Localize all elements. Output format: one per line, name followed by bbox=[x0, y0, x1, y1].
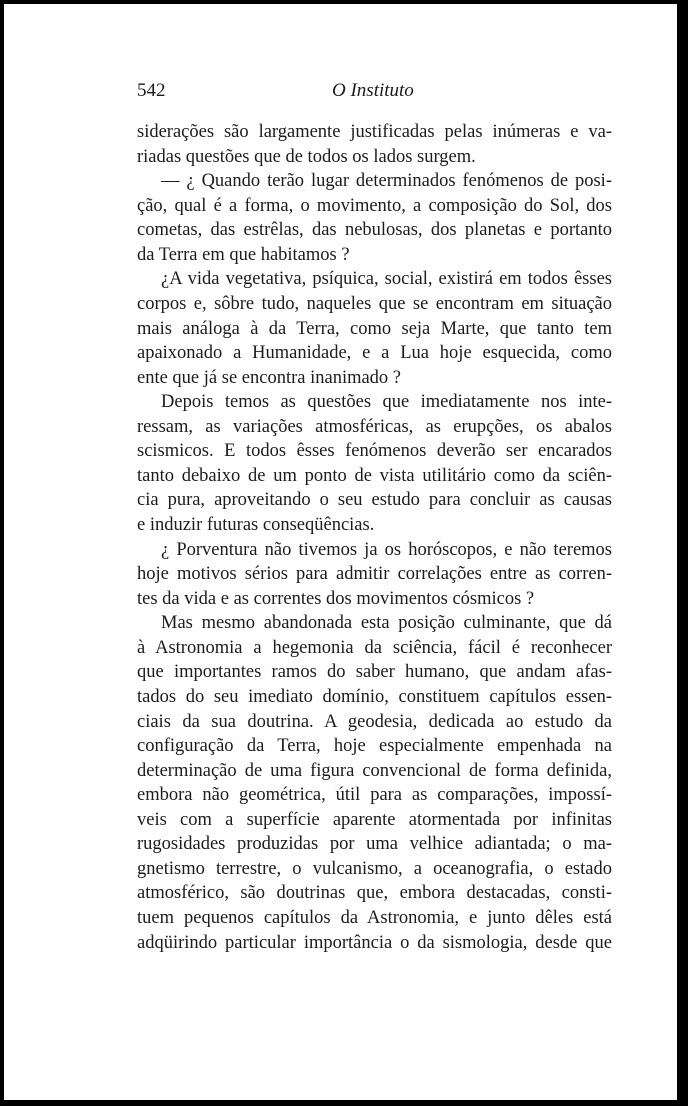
text-line: ciais da sua doutrina. A geodesia, dedicada ao estudo da bbox=[137, 711, 612, 732]
text-line: embora não geométrica, útil para as comparações, impossí- bbox=[137, 785, 612, 806]
text-line: tes da vida e as correntes dos movimentos cósmicos ? bbox=[137, 588, 535, 609]
text-line: tados do seu imediato domínio, constituem capítulos essen- bbox=[137, 686, 612, 707]
text-line: cia pura, aproveitando o seu estudo para concluir as causas bbox=[137, 490, 612, 511]
text-line: adqüirindo particular importância o da sismologia, desde que bbox=[137, 932, 612, 953]
page-header bbox=[137, 80, 610, 106]
text-line: tanto debaixo de um ponto de vista utilitário como da sciên- bbox=[137, 465, 612, 486]
text-line: atmosférico, são doutrinas que, embora destacadas, consti- bbox=[137, 883, 612, 904]
text-line: que importantes ramos do saber humano, que andam afas- bbox=[137, 662, 612, 683]
body-text bbox=[137, 120, 612, 955]
text-line: determinação de uma figura convencional de forma definida, bbox=[137, 760, 612, 781]
text-line: hoje motivos sérios para admitir correlações entre as corren- bbox=[137, 564, 612, 585]
text-line: rugosidades produzidas por uma velhice adiantada; o ma- bbox=[137, 834, 612, 855]
text-line: gnetismo terrestre, o vulcanismo, a oceanografia, o estado bbox=[137, 858, 612, 879]
text-line: apaixonado a Humanidade, e a Lua hoje esquecida, como bbox=[137, 343, 612, 364]
running-title: O Instituto bbox=[332, 80, 414, 101]
text-line: ressam, as variações atmosféricas, as erupções, os abalos bbox=[137, 416, 612, 437]
text-line: veis com a superfície aparente atormentada por infinitas bbox=[137, 809, 612, 830]
text-line: — ¿ Quando terão lugar determinados fenómenos de posi- bbox=[161, 171, 612, 192]
text-line: scismicos. E todos êsses fenómenos deverão ser encarados bbox=[137, 441, 612, 462]
text-line: mais análoga à da Terra, como seja Marte, que tanto tem bbox=[137, 318, 612, 339]
text-line: ¿ Porventura não tivemos ja os horóscopos, e não teremos bbox=[161, 539, 612, 560]
text-line: Depois temos as questões que imediatamente nos inte- bbox=[161, 392, 612, 413]
book-page bbox=[4, 4, 677, 1100]
text-line: corpos e, sôbre tudo, naqueles que se encontram em situação bbox=[137, 293, 612, 314]
text-line: cometas, das estrêlas, das nebulosas, dos planetas e portanto bbox=[137, 220, 612, 241]
text-line: riadas questões que de todos os lados surgem. bbox=[137, 146, 476, 167]
text-line: ente que já se encontra inanimado ? bbox=[137, 367, 402, 388]
text-line: da Terra em que habitamos ? bbox=[137, 244, 350, 265]
text-line: e induzir futuras conseqüências. bbox=[137, 515, 375, 535]
text-line: ção, qual é a forma, o movimento, a composição do Sol, dos bbox=[137, 195, 612, 216]
text-line: siderações são largamente justificadas pelas inúmeras e va- bbox=[137, 122, 612, 142]
text-line: configuração da Terra, hoje especialmente empenhada na bbox=[137, 736, 612, 757]
text-line: ¿A vida vegetativa, psíquica, social, existirá em todos êsses bbox=[161, 269, 612, 290]
page-number: 542 bbox=[137, 80, 166, 101]
text-line: Mas mesmo abandonada esta posição culminante, que dá bbox=[161, 613, 612, 634]
text-line: à Astronomia a hegemonia da sciência, fácil é reconhecer bbox=[137, 637, 612, 658]
text-line: tuem pequenos capítulos da Astronomia, e junto dêles está bbox=[137, 908, 612, 928]
